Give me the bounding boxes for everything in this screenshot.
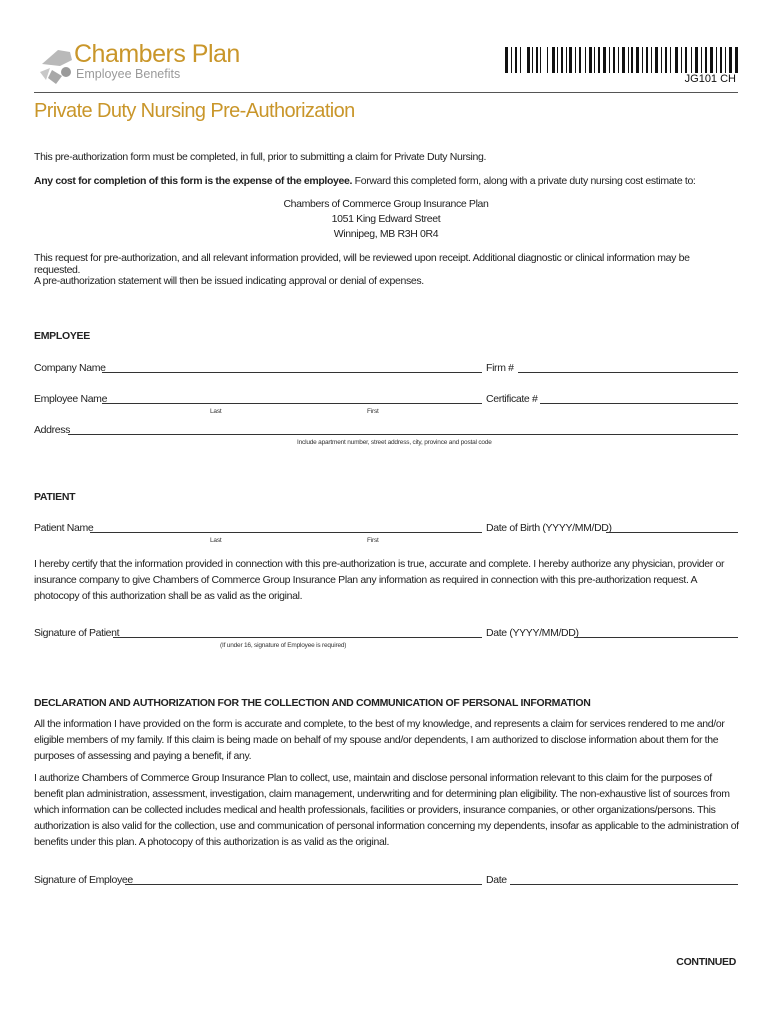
address-hint: Include apartment number, street address, city, province and postal code [297,439,492,446]
patient-signature-label: Signature of Patient [34,627,120,639]
employee-date-field[interactable] [510,884,738,885]
forward-instruction: Forward this completed form, along with a private duty nursing cost estimate to: [352,175,696,187]
certify-paragraph: I hereby certify that the information provided in connection with this pre-authorization is true, accurate and complete. I hereby authorize any physician, provider or insurance company to give Chambers of Commerce Group Insurance Plan any information as required in connection with this pre-authorization request. A photocopy of this authorization shall be as valid as the original. [34,558,725,602]
logo-main-text: Chambers Plan [74,40,240,68]
employee-last-hint: Last [210,408,222,415]
declaration-paragraph-1: All the information I have provided on the form is accurate and complete, to the best of my knowledge, and represents a claim for services rendered to me and/or eligible members of my family. If this claim is being made on behalf of my spouse and/or dependents, I am authorized to disclose information about them for the purposes of assessing and paying a benefit, if any. [34,718,725,762]
patient-heading: PATIENT [34,491,76,503]
certificate-label: Certificate # [486,393,538,405]
employee-date-label: Date [486,874,507,886]
address-label: Address [34,424,71,436]
dob-label: Date of Birth (YYYY/MM/DD) [486,522,612,534]
intro-paragraph-2 [34,175,738,187]
employee-name-field[interactable] [102,403,482,404]
employee-name-label: Employee Name [34,393,108,405]
company-name-field[interactable] [102,372,482,373]
declaration-heading: DECLARATION AND AUTHORIZATION FOR THE COLLECTION AND COMMUNICATION OF PERSONAL INFORMATION [34,697,591,709]
patient-signature-field[interactable] [113,637,482,638]
page-title: Private Duty Nursing Pre-Authorization [34,100,355,122]
dob-field[interactable] [606,532,738,533]
address-line-2: 1051 King Edward Street [331,213,441,225]
mailing-address [34,197,738,242]
company-name-label: Company Name [34,362,106,374]
employee-signature-field[interactable] [125,884,482,885]
patient-date-label: Date (YYYY/MM/DD) [486,627,579,639]
barcode-code: JG101 CH [684,73,736,85]
intro-paragraph-3: This request for pre-authorization, and all relevant information provided, will be reviewed upon receipt. Additional diagnostic or clinical information may be requested. [34,252,690,276]
patient-name-field[interactable] [90,532,482,533]
patient-first-hint: First [367,537,379,544]
patient-date-field[interactable] [574,637,738,638]
employee-heading: EMPLOYEE [34,330,90,342]
continued-label: CONTINUED [676,956,736,968]
firm-label: Firm # [486,362,514,374]
logo-sub-text: Employee Benefits [76,67,181,81]
intro-paragraph-1: This pre-authorization form must be completed, in full, prior to submitting a claim for Private Duty Nursing. [34,151,487,163]
signature-hint: (If under 16, signature of Employee is required) [220,642,347,649]
cost-notice: Any cost for completion of this form is the expense of the employee. [34,175,353,187]
employee-signature-label: Signature of Employee [34,874,133,886]
header-rule [34,92,738,93]
address-line-1: Chambers of Commerce Group Insurance Plan [283,198,489,210]
declaration-paragraph-2: I authorize Chambers of Commerce Group Insurance Plan to collect, use, maintain and disclose personal information relevant to this claim for the purposes of benefit plan administration, assessment, investigation, claim management, underwriting and for determining plan eligibility. The non-exhaustive list of sources from which information can be collected includes medical and health professionals, facilities or providers, insurance companies, or other organizations/persons. This authorization is also valid for the collection, use and communication of personal information concerning my dependents, insofar as applicable to the administration of benefits under this plan. A photocopy of this authorization is as valid as the original. [34,772,739,848]
logo [36,40,266,88]
patient-name-label: Patient Name [34,522,94,534]
patient-last-hint: Last [210,537,222,544]
barcode [505,47,738,73]
firm-field[interactable] [518,372,738,373]
certificate-field[interactable] [540,403,738,404]
address-line-3: Winnipeg, MB R3H 0R4 [333,228,439,240]
address-field[interactable] [68,434,738,435]
intro-paragraph-4: A pre-authorization statement will then be issued indicating approval or denial of expenses. [34,275,424,287]
employee-first-hint: First [367,408,379,415]
